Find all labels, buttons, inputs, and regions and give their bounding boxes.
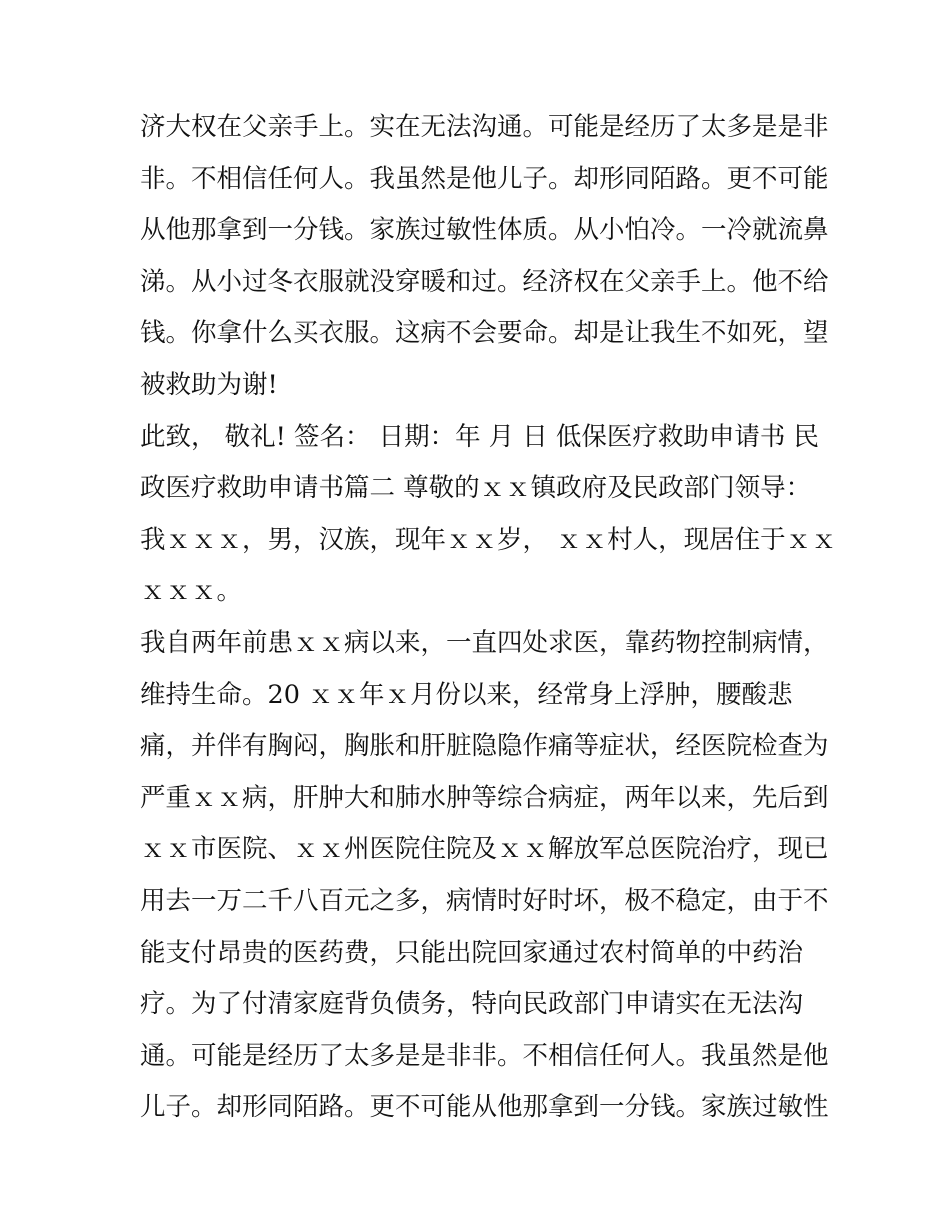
text-line: 严重ｘｘ病，肝肿大和肺水肿等综合病症，两年以来，先后到 bbox=[140, 782, 829, 813]
text-line: 我ｘｘｘ，男，汉族，现年ｘｘ岁， ｘｘ村人，现居住于ｘｘ bbox=[140, 524, 837, 555]
text-line: 被救助为谢! bbox=[140, 369, 278, 400]
text-line: 此致， 敬礼! 签名： 日期：年 月 日 低保医疗救助申请书 民 bbox=[140, 421, 819, 452]
document-body bbox=[140, 102, 837, 1134]
text-line: 通。可能是经历了太多是是非非。不相信任何人。我虽然是他 bbox=[140, 1040, 829, 1071]
text-line: ｘｘｘ。 bbox=[140, 576, 243, 607]
text-line: 儿子。却形同陌路。更不可能从他那拿到一分钱。家族过敏性 bbox=[140, 1092, 829, 1123]
text-line: 用去一万二千八百元之多，病情时好时坏，极不稳定，由于不 bbox=[140, 885, 829, 916]
text-line: ｘｘ市医院、ｘｘ州医院住院及ｘｘ解放军总医院治疗，现已 bbox=[140, 834, 829, 865]
text-line: 从他那拿到一分钱。家族过敏性体质。从小怕冷。一冷就流鼻 bbox=[140, 215, 829, 246]
text-line: 痛，并伴有胸闷，胸胀和肝脏隐隐作痛等症状，经医院检查为 bbox=[140, 731, 829, 762]
text-line: 疗。为了付清家庭背负债务，特向民政部门申请实在无法沟 bbox=[140, 989, 804, 1020]
text-line: 涕。从小过冬衣服就没穿暖和过。经济权在父亲手上。他不给 bbox=[140, 266, 829, 297]
text-line: 济大权在父亲手上。实在无法沟通。可能是经历了太多是是非 bbox=[140, 112, 829, 142]
text-line: 政医疗救助申请书篇二 尊敬的ｘｘ镇政府及民政部门领导： bbox=[140, 473, 812, 504]
text-line: 我自两年前患ｘｘ病以来，一直四处求医，靠药物控制病情， bbox=[140, 627, 829, 658]
text-line: 钱。你拿什么买衣服。这病不会要命。却是让我生不如死，望 bbox=[140, 318, 829, 349]
text-line: 非。不相信任何人。我虽然是他儿子。却形同陌路。更不可能 bbox=[140, 163, 829, 194]
text-line: 维持生命。20 ｘｘ年ｘ月份以来，经常身上浮肿，腰酸悲 bbox=[140, 679, 793, 710]
text-line: 能支付昂贵的医药费，只能出院回家通过农村简单的中药治 bbox=[140, 937, 804, 968]
